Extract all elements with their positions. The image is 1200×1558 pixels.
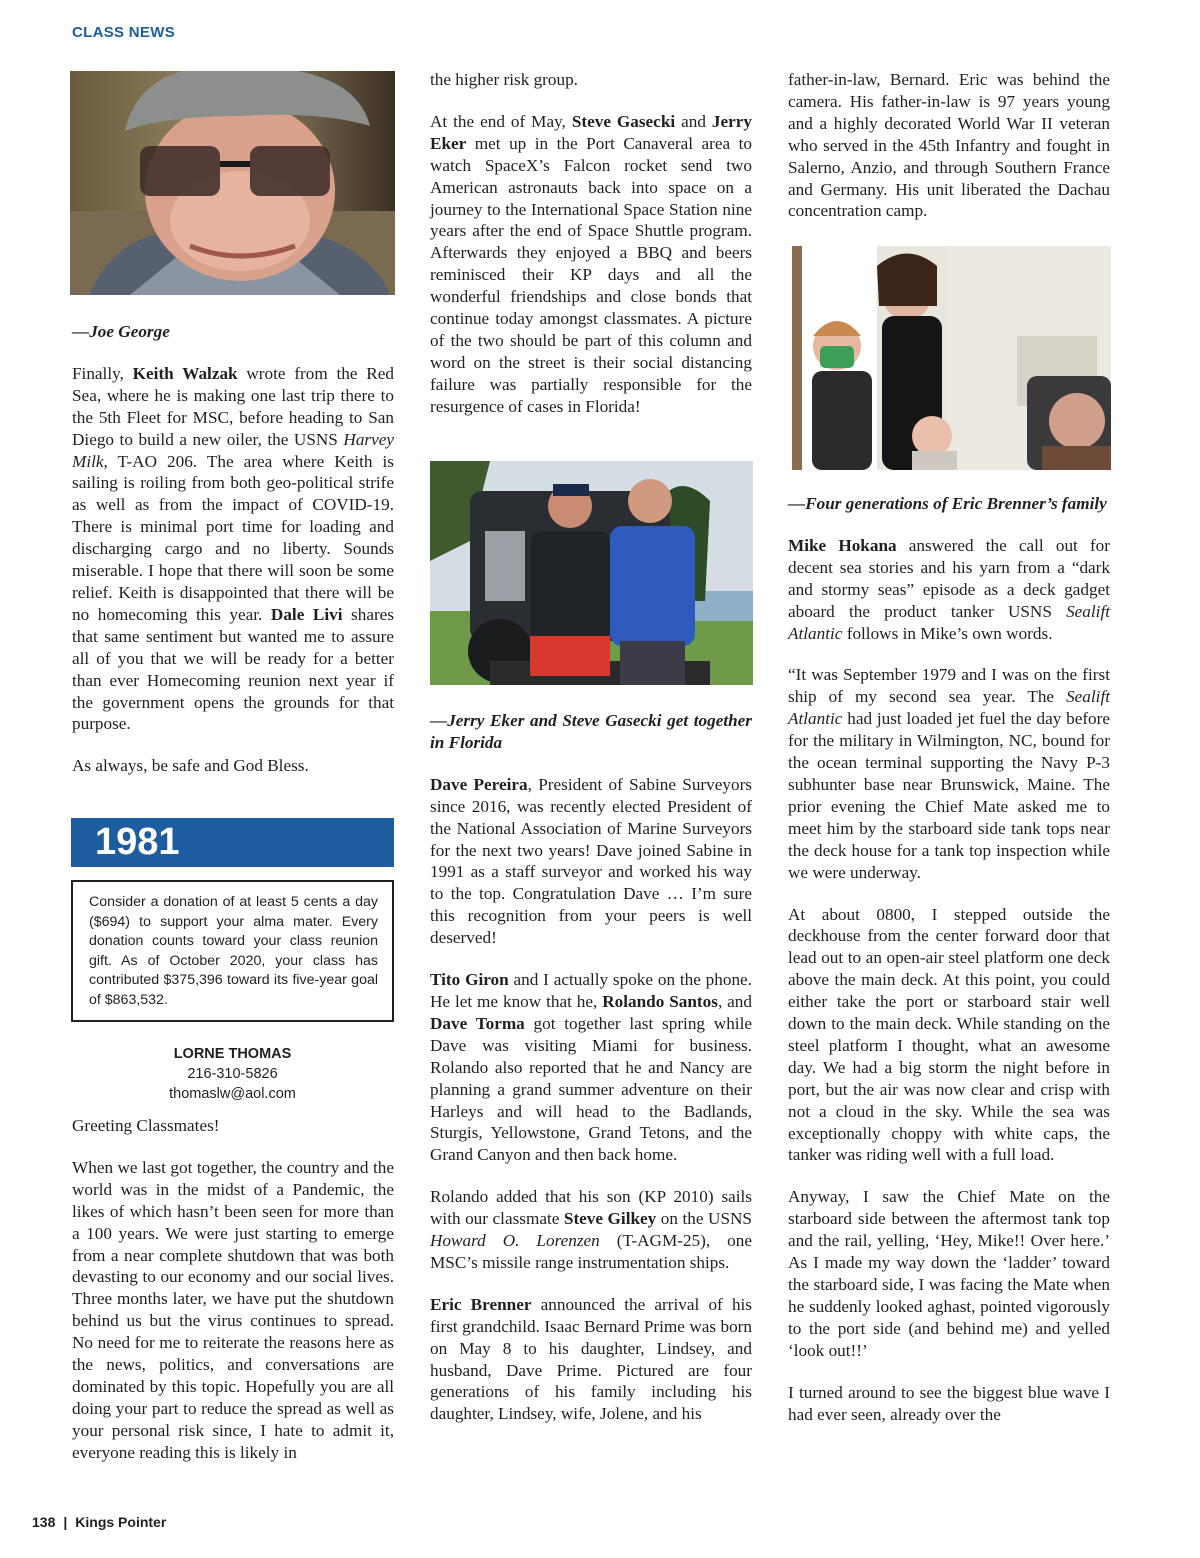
section-header: CLASS NEWS: [72, 24, 176, 41]
col3-paragraph-bernard: father-in-law, Bernard. Eric was behind the camera. His father-in-law is 97 years young and a highly decorated World War II veteran who served in the 45th Infantry and fought in Salerno, Anzio, and through Southern France and Germany. His unit liberated the Dachau concentration camp.: [788, 70, 1110, 221]
column-1: [72, 321, 394, 797]
col2-paragraph-giron: Tito Giron and I actually spoke on the phone. He let me know that he, Rolando Santos, and Dave Torma got together last spring while Dave was visiting Miami for business. Rolando also reported that he and Nancy are planning a grand summer adventure on their Harleys and will head to the Badlands, Sturgis, Yellowstone, Grand Tetons, and the Grand Canyon and then back home.: [430, 970, 752, 1165]
magazine-name: Kings Pointer: [75, 1514, 167, 1530]
col2-paragraph-brenner: Eric Brenner announced the arrival of his first grandchild. Isaac Bernard Prime was born on May 8 to his daughter, Lindsey, and husband, Dave Prime. Pictured are four generations of his family including his daughter, Lindsey, wife, Jolene, and his: [430, 1294, 752, 1424]
brenner-family-caption: —Four generations of Eric Brenner’s family: [788, 494, 1107, 513]
column-1-lower: [72, 1115, 394, 1484]
joe-george-photo: [70, 71, 395, 295]
eker-gasecki-photo: [430, 461, 753, 685]
footer-separator: |: [63, 1514, 68, 1530]
col2-paragraph-spacex: At the end of May, Steve Gasecki and Jerry Eker met up in the Port Canaveral area to watch SpaceX’s Falcon rocket send two American astronauts back into space on a journey to the International Space Station nine years after the end of Space Shuttle program. Afterwards they enjoyed a BBQ and beers reminisced their KP days and all the wonderful friendships and close bonds that continue today amongst classmates. A picture of the two should be part of this column and word on the street is their social distancing failure was partially responsible for the resurgence of cases in Florida!: [430, 111, 752, 416]
col2-paragraph-risk: the higher risk group.: [430, 70, 578, 89]
contact-phone: 216-310-5826: [187, 1066, 278, 1082]
page-number: 138: [32, 1514, 56, 1530]
eker-gasecki-photo-art: [430, 461, 753, 685]
contact-name: LORNE THOMAS: [173, 1046, 292, 1062]
column-2-lower: [430, 710, 752, 1445]
col3-paragraph-wave: I turned around to see the biggest blue wave I had ever seen, already over the: [788, 1382, 1110, 1424]
column-2-upper: [430, 69, 752, 438]
page-footer: [32, 1514, 166, 1530]
eker-gasecki-caption: —Jerry Eker and Steve Gasecki get together in Florida: [430, 711, 752, 752]
col3-paragraph-hokana: Mike Hokana answered the call out for decent sea stories and his yarn from a “dark and stormy seas” episode as a deck gadget aboard the product tanker USNS Sealift Atlantic follows in Mike’s own words.: [788, 535, 1110, 643]
col1-greeting: Greeting Classmates!: [72, 1116, 220, 1135]
col1-paragraph-pandemic: When we last got together, the country and the world was in the midst of a Pandemic, the likes of which hasn’t been seen for more than a 100 years. We were just starting to emerge from a near complete shutdown that was both devasting to our economy and our social lives. Three months later, we have put the shutdown behind us but the virus continues to spread. No need for me to reiterate the reasons here as the news, politics, and conversations are dominated by this topic. Hopefully you are all doing your part to reduce the spread as well as your personal risk since, I hate to admit it, everyone reading this is likely in: [72, 1157, 394, 1462]
donation-box: Consider a donation of at least 5 cents a day ($694) to support your alma mater. Every donation counts toward your class reunion gift. As of October 2020, your class has contributed $375,396 toward its five-year goal of $863,532.: [71, 880, 394, 1022]
joe-george-photo-art: [70, 71, 395, 295]
class-year-banner: 1981: [71, 818, 394, 867]
col3-paragraph-0800: At about 0800, I stepped outside the deckhouse from the center forward door that lead out to an open-air steel platform one deck above the main deck. At this point, you could either take the port or starboard stair well down to the main deck. While standing on the steel platform I thought, what an awesome day. We had a big storm the night before in port, but the air was now clear and crisp with not a cloud in the sky. While the sea was exceptionally choppy with white caps, the tanker was riding well with a full load.: [788, 904, 1110, 1165]
col3-paragraph-chief-mate: Anyway, I saw the Chief Mate on the starboard side between the aftermost tank top and the rail, yelling, ‘Hey, Mike!! Over here.’ As I made my way down the ‘ladder’ toward the starboard side, I was facing the Mate when he suddenly looked aghast, pointed vigorously to the port side (and behind me) and yelled ‘look out!!’: [788, 1187, 1110, 1360]
column-3-lower: [788, 493, 1110, 1445]
col2-paragraph-pereira: Dave Pereira, President of Sabine Surveyors since 2016, was recently elected President of the National Association of Marine Surveyors for the next two years! Dave joined Sabine in 1991 as a staff surveyor and worked his way to the top. Congratulation Dave … I’m sure this recognition from your peers is well deserved!: [430, 774, 752, 948]
col3-paragraph-september: “It was September 1979 and I was on the first ship of my second sea year. The Sealift Atlantic had just loaded jet fuel the day before for the military in Wilmington, NC, bound for the ocean terminal supporting the Navy P-3 subhunter base near Brunswick, Maine. The prior evening the Chief Mate asked me to meet him by the starboard side tank tops near the deck house for a tank top inspection while we were underway.: [788, 665, 1110, 882]
class-contact: [71, 1044, 394, 1104]
brenner-family-photo: [787, 246, 1111, 470]
brenner-family-photo-art: [787, 246, 1111, 470]
joe-george-caption: —Joe George: [72, 322, 170, 341]
col2-paragraph-rolando: Rolando added that his son (KP 2010) sails with our classmate Steve Gilkey on the USNS Howard O. Lorenzen (T-AGM-25), one MSC’s missile range instrumentation ships.: [430, 1187, 752, 1272]
contact-email[interactable]: thomaslw@aol.com: [169, 1086, 296, 1102]
col1-paragraph-walzak: Finally, Keith Walzak wrote from the Red Sea, where he is making one last trip there to the 5th Fleet for MSC, before heading to San Diego to build a new oiler, the USNS Harvey Milk, T-AO 206. The area where Keith is sailing is roiling from both geo-political strife as well as from the impact of COVID-19. There is minimal port time for loading and discharging cargo and no liberty. Sounds miserable. I hope that there will soon be some relief. Keith is disappointed that there will be no homecoming this year. Dale Livi shares that same sentiment but wanted me to assure all of you that we will be ready for a better than ever Homecoming reunion next year if the government opens the grounds for that purpose.: [72, 363, 394, 734]
col1-paragraph-blessing: As always, be safe and God Bless.: [72, 756, 309, 776]
column-3-upper: [788, 69, 1110, 242]
